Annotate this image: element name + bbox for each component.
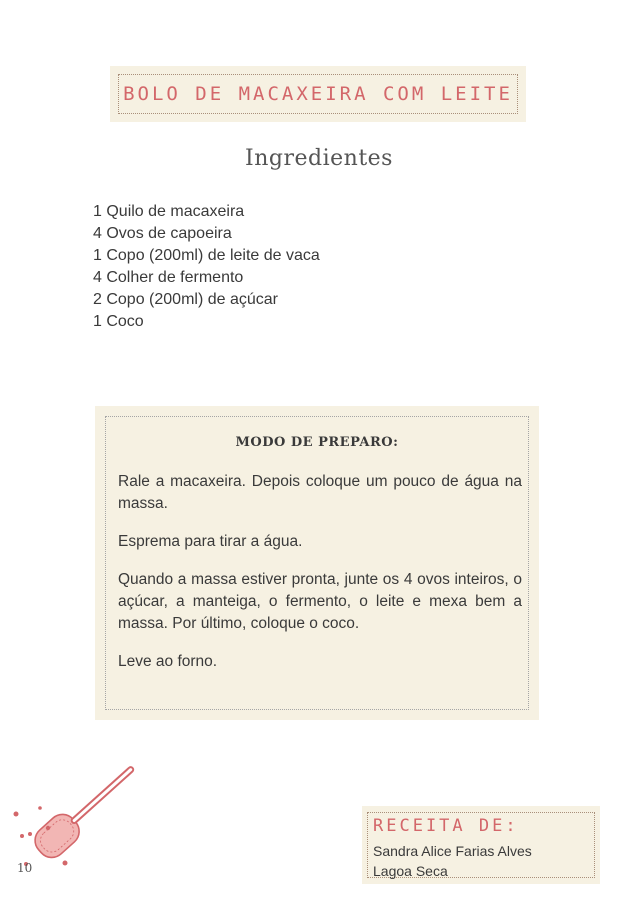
- ingredient-item: 1 Coco: [93, 313, 144, 330]
- credit-location: Lagoa Seca: [373, 863, 448, 879]
- preparation-frame: [105, 416, 529, 710]
- credit-label: RECEITA DE:: [373, 816, 519, 836]
- ingredient-item: 4 Colher de fermento: [93, 269, 244, 286]
- ingredient-item: 4 Ovos de capoeira: [93, 225, 232, 242]
- preparation-step: Esprema para tirar a água.: [118, 533, 303, 550]
- ingredient-item: 2 Copo (200ml) de açúcar: [93, 291, 278, 308]
- preparation-box: [95, 406, 539, 720]
- ingredient-item: 1 Copo (200ml) de leite de vaca: [93, 247, 320, 264]
- credit-frame: [367, 812, 595, 878]
- recipe-title-frame: [118, 74, 518, 114]
- page-number: 10: [17, 861, 33, 875]
- ingredients-list: [93, 201, 320, 333]
- preparation-step: Rale a macaxeira. Depois coloque um pouco de água na massa.: [118, 473, 522, 512]
- ingredients-heading: Ingredientes: [245, 146, 393, 171]
- preparation-steps: [118, 471, 522, 689]
- credit-author: Sandra Alice Farias Alves: [373, 843, 532, 859]
- ingredient-item: 1 Quilo de macaxeira: [93, 203, 245, 220]
- preparation-step: Quando a massa estiver pronta, junte os 4 ovos inteiros, o açúcar, a manteiga, o fermento, o leite e mexa bem a massa. Por último, coloque o coco.: [118, 571, 522, 632]
- preparation-heading: MODO DE PREPARO:: [235, 435, 399, 450]
- recipe-title-box: [110, 66, 526, 122]
- recipe-title: BOLO DE MACAXEIRA COM LEITE: [123, 83, 513, 105]
- preparation-step: Leve ao forno.: [118, 653, 218, 670]
- credit-box: [362, 806, 600, 884]
